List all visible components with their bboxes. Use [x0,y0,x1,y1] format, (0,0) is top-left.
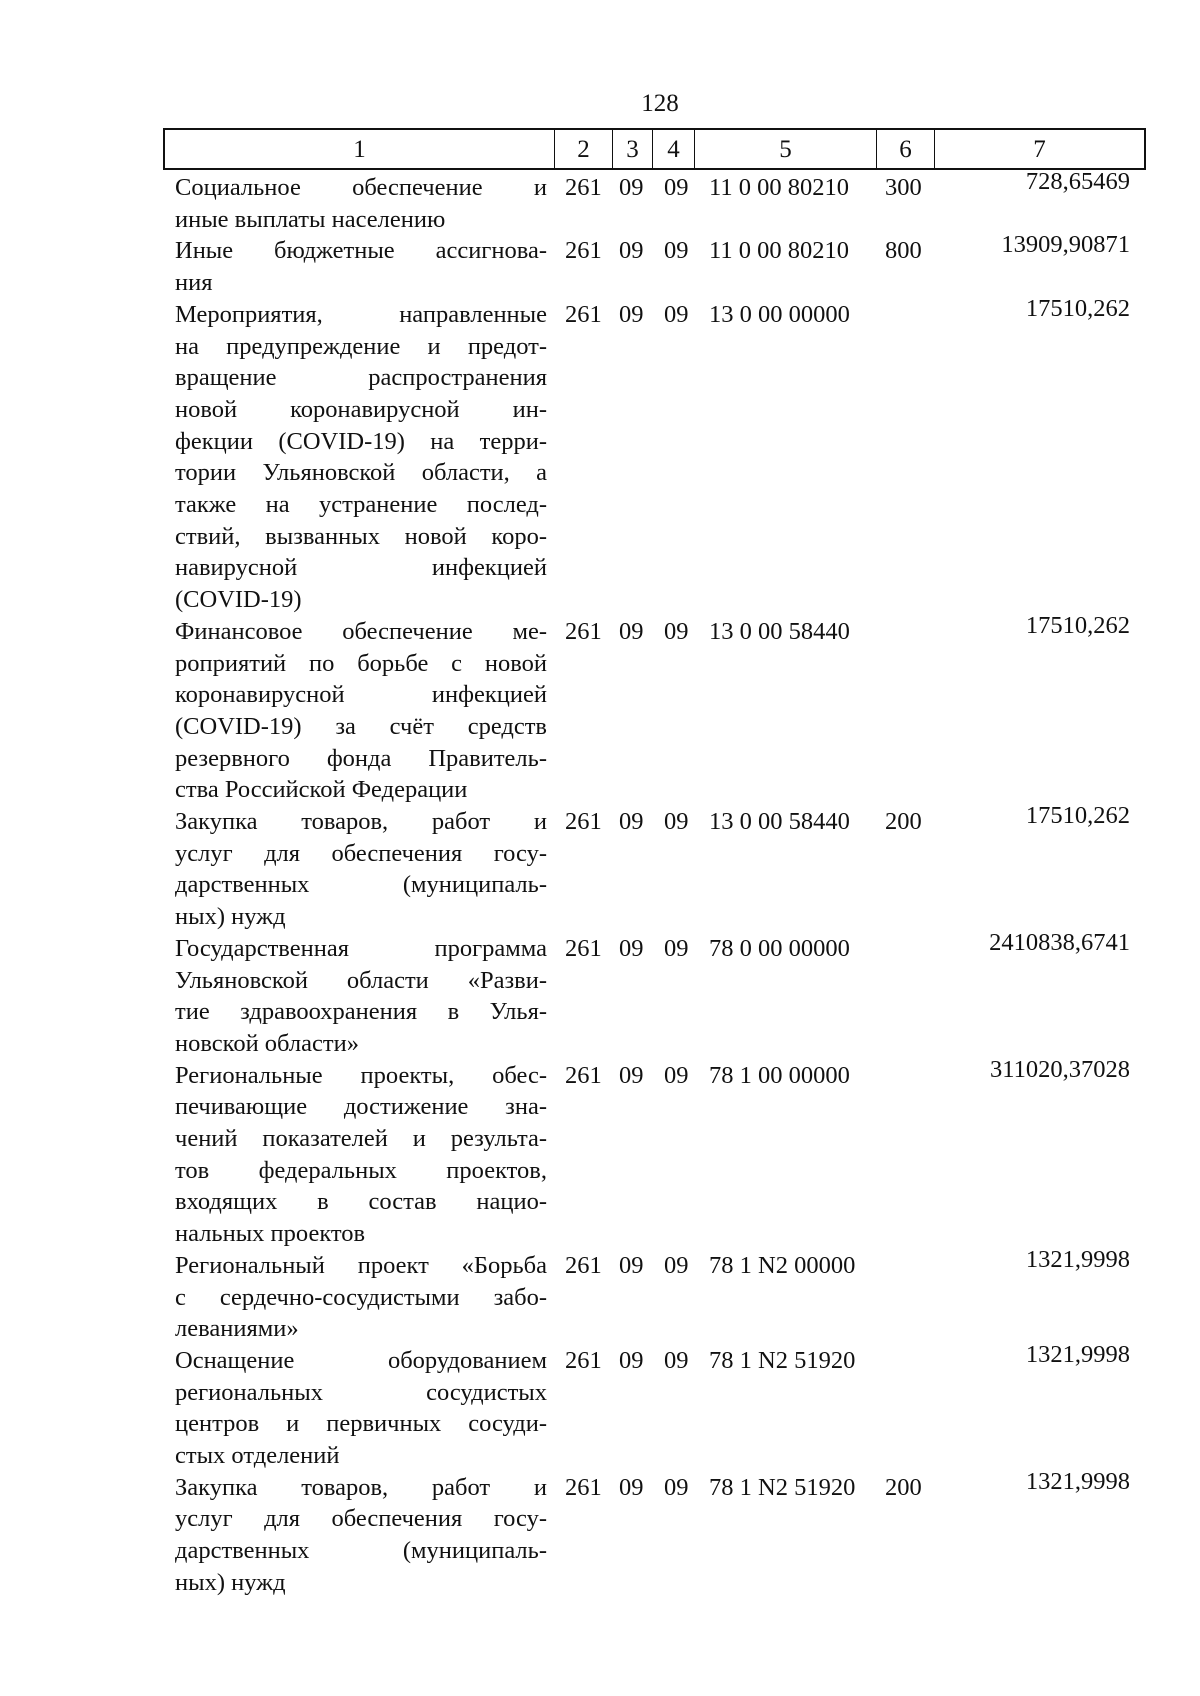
col-6-cell: 200 [885,1473,922,1501]
description-line: дарственных (муниципаль- [175,871,547,899]
header-col-1: 1 [165,130,555,168]
col-3-cell: 09 [619,934,644,962]
row-description [175,806,547,933]
description-line: Закупка товаров, работ и [175,1473,547,1501]
description-line: тов федеральных проектов, [175,1156,547,1184]
col-3-cell: 09 [619,1346,644,1374]
col-5-cell: 13 0 00 00000 [709,300,850,328]
description-line: ных) нужд [175,903,286,931]
description-line: ных) нужд [175,1568,286,1596]
description-line: также на устранение послед- [175,491,547,519]
header-col-7: 7 [1033,136,1046,163]
description-line: Мероприятия, направленные [175,300,547,328]
col-5-cell: 13 0 00 58440 [709,808,850,835]
col-5-cell: 78 1 00 00000 [709,1061,850,1089]
col-6-cell: 800 [885,237,922,265]
header-col-2: 2 [555,130,613,168]
description-line: услуг для обеспечения госу- [175,1505,547,1533]
description-line: Региональные проекты, обес- [175,1061,547,1089]
description-line: входящих в состав нацио- [175,1188,547,1216]
row-description [175,616,547,806]
page-number: 128 [641,90,679,117]
col-4-cell: 09 [664,1346,689,1374]
description-line: Региональный проект «Борьба [175,1251,547,1279]
description-line: Финансовое обеспечение ме- [175,617,547,645]
col-2-cell: 261 [565,1346,602,1374]
col-4-cell: 09 [664,1473,689,1501]
col-5-cell: 78 0 00 00000 [709,934,850,962]
description-line: роприятий по борьбе с новой [175,649,547,677]
description-line: Социальное обеспечение и [175,174,547,201]
description-line: дарственных (муниципаль- [175,1537,547,1565]
col-4-cell: 09 [664,1251,689,1279]
row-description [175,1060,547,1250]
description-line: ствий, вызванных новой коро- [175,522,547,550]
col-2-cell: 261 [565,300,602,328]
description-line: с сердечно-сосудистыми забо- [175,1283,547,1311]
col-5-cell: 78 1 N2 00000 [709,1251,856,1279]
description-line: на предупреждение и предот- [175,332,547,360]
description-line: резервного фонда Правитель- [175,744,547,772]
col-5-cell: 11 0 00 80210 [709,174,849,201]
col-2-cell: 261 [565,934,602,962]
description-line: навирусной инфекцией [175,554,547,582]
header-col-4: 4 [653,130,695,168]
description-line: вращение распространения [175,364,547,392]
col-5-cell: 11 0 00 80210 [709,237,849,265]
description-line: стых отделений [175,1442,340,1469]
col-2-cell: 261 [565,1061,602,1089]
col-7-cell: 2410838,6741 [989,928,1130,956]
col-7-cell: 17510,262 [1025,802,1130,829]
col-7-cell: 17510,262 [1025,611,1130,639]
col-7-cell: 13909,90871 [1001,231,1130,259]
description-line: ния [175,269,213,297]
description-line: центров и первичных сосуди- [175,1410,547,1438]
description-line: коронавирусной инфекцией [175,681,547,709]
description-line: фекции (COVID-19) на терри- [175,427,547,455]
description-line: региональных сосудистых [175,1378,547,1406]
row-description [175,299,547,616]
col-2-cell: 261 [565,808,602,835]
row-description [175,235,547,298]
description-line: услуг для обеспечения госу- [175,839,547,867]
col-7-cell: 17510,262 [1025,294,1130,322]
col-3-cell: 09 [619,617,644,645]
col-3-cell: 09 [619,1473,644,1501]
header-col-5: 5 [695,130,877,168]
col-4-cell: 09 [664,300,689,328]
table-header [163,128,1146,170]
col-6-cell: 300 [885,174,922,201]
col-4-cell: 09 [664,808,689,835]
col-4-cell: 09 [664,617,689,645]
col-2-cell: 261 [565,237,602,265]
col-3-cell: 09 [619,300,644,328]
description-line: нальных проектов [175,1220,366,1248]
col-4-cell: 09 [664,934,689,962]
row-description [175,1250,547,1345]
col-4-cell: 09 [664,1061,689,1089]
description-line: (COVID-19) за счёт средств [175,712,547,740]
header-col-3: 3 [613,130,653,168]
col-4-cell: 09 [664,237,689,265]
description-line: Иные бюджетные ассигнова- [175,237,547,265]
header-col-6: 6 [877,130,935,168]
row-description [175,172,547,235]
description-line: иные выплаты населению [175,205,446,233]
row-description [175,1472,547,1599]
description-line: тие здравоохранения в Улья- [175,998,547,1026]
description-line: новой коронавирусной ин- [175,395,547,423]
description-line: чений показателей и результа- [175,1125,547,1152]
col-7-cell: 1321,9998 [1025,1340,1130,1368]
row-description [175,1345,547,1472]
col-3-cell: 09 [619,1061,644,1089]
col-2-cell: 261 [565,174,602,201]
col-7-cell: 1321,9998 [1025,1245,1130,1273]
col-3-cell: 09 [619,1251,644,1279]
description-line: новской области» [175,1029,359,1057]
col-3-cell: 09 [619,174,644,201]
description-line: тории Ульяновской области, а [175,459,547,487]
col-5-cell: 78 1 N2 51920 [709,1473,856,1501]
description-line: Государственная программа [175,934,547,962]
col-3-cell: 09 [619,808,644,835]
description-line: Закупка товаров, работ и [175,808,547,835]
row-description [175,933,547,1060]
col-7-cell: 311020,37028 [990,1055,1130,1083]
description-line: Оснащение оборудованием [175,1346,547,1374]
col-7-cell: 1321,9998 [1025,1467,1130,1495]
col-2-cell: 261 [565,617,602,645]
col-5-cell: 13 0 00 58440 [709,617,850,645]
col-3-cell: 09 [619,237,644,265]
description-line: Ульяновской области «Разви- [175,966,547,994]
description-line: (COVID-19) [175,586,302,614]
description-line: леваниями» [175,1315,299,1343]
col-2-cell: 261 [565,1251,602,1279]
col-4-cell: 09 [664,174,689,201]
description-line: ства Российской Федерации [175,776,468,804]
col-7-cell: 728,65469 [1025,168,1130,195]
col-5-cell: 78 1 N2 51920 [709,1346,856,1374]
description-line: печивающие достижение зна- [175,1093,547,1121]
col-6-cell: 200 [885,808,922,835]
col-2-cell: 261 [565,1473,602,1501]
